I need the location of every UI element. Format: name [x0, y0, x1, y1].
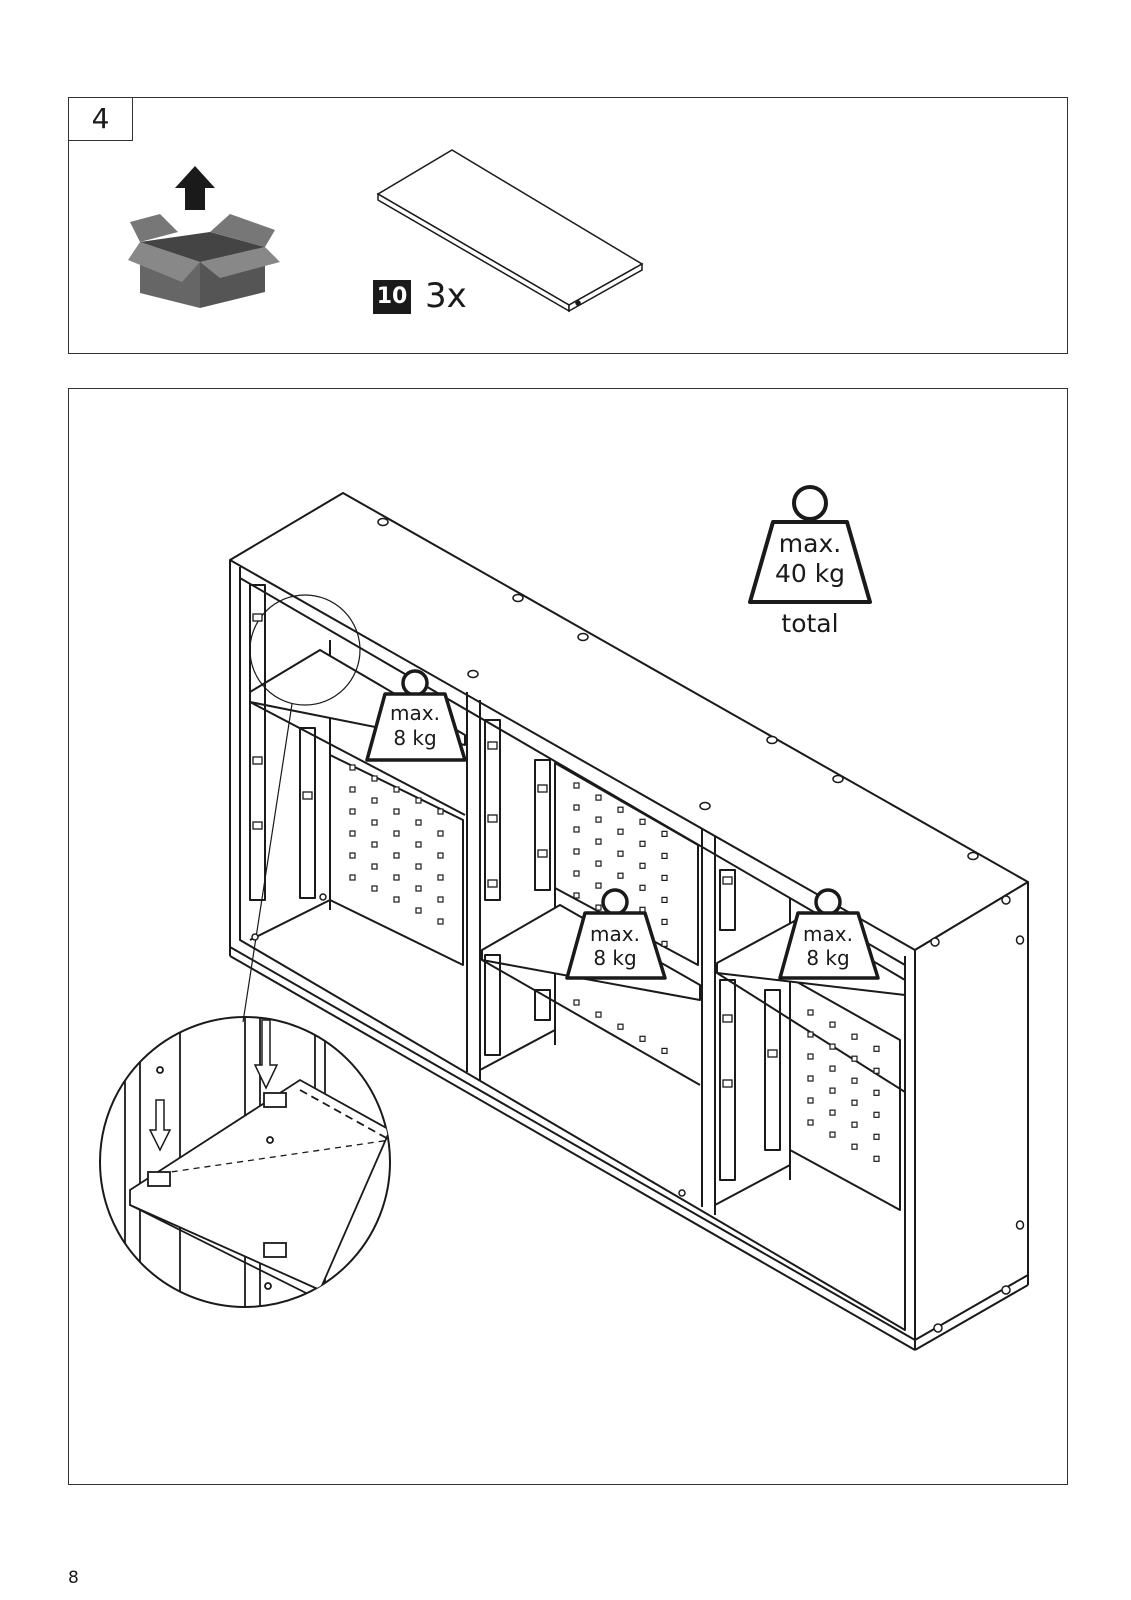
pegboard-hole	[350, 853, 355, 858]
weight-icon-total	[750, 487, 870, 638]
pegboard-hole	[830, 1066, 835, 1071]
detail-view	[125, 1010, 390, 1320]
pegboard-hole	[394, 875, 399, 880]
pegboard-hole	[350, 787, 355, 792]
weight-shelf-3-line1: max.	[803, 922, 853, 946]
pegboard-hole	[830, 1088, 835, 1093]
pegboard-hole	[874, 1068, 879, 1073]
pegboard-hole	[438, 919, 443, 924]
pegboard-hole	[808, 1076, 813, 1081]
pegboard-hole	[416, 820, 421, 825]
pegboard-hole	[596, 839, 601, 844]
pegboard-hole	[350, 831, 355, 836]
pegboard-hole	[416, 908, 421, 913]
pegboard-hole	[438, 875, 443, 880]
pegboard-hole	[874, 1090, 879, 1095]
pegboard-hole	[852, 1144, 857, 1149]
pegboard-hole	[574, 805, 579, 810]
pegboard-hole	[662, 853, 667, 858]
pegboard-hole	[438, 897, 443, 902]
pegboard-hole	[596, 883, 601, 888]
pegboard-hole	[350, 765, 355, 770]
pegboard-hole	[852, 1078, 857, 1083]
pegboard-hole	[874, 1134, 879, 1139]
pegboard-hole	[874, 1112, 879, 1117]
pegboard-hole	[596, 905, 601, 910]
pegboard-hole	[394, 787, 399, 792]
pegboard-hole	[618, 1024, 623, 1029]
pegboard-hole	[596, 1012, 601, 1017]
pegboard-hole	[574, 783, 579, 788]
pegboard-hole	[372, 798, 377, 803]
pegboard-hole	[618, 873, 623, 878]
pegboard-hole	[662, 831, 667, 836]
pegboard-hole	[438, 853, 443, 858]
pegboard-hole	[662, 941, 667, 946]
pegboard-hole	[808, 1032, 813, 1037]
pegboard-hole	[830, 1132, 835, 1137]
pegboard-hole	[662, 897, 667, 902]
pegboard-hole	[438, 831, 443, 836]
page-number: 8	[68, 1568, 79, 1588]
pegboard-hole	[852, 1122, 857, 1127]
weight-total-line2: 40 kg	[774, 559, 846, 588]
pegboard-hole	[394, 809, 399, 814]
pegboard-hole	[416, 864, 421, 869]
pegboard-hole	[372, 820, 377, 825]
pegboard-hole	[852, 1034, 857, 1039]
pegboard-hole	[372, 886, 377, 891]
pegboard-hole	[808, 1010, 813, 1015]
pegboard-hole	[416, 798, 421, 803]
pegboard-hole	[852, 1100, 857, 1105]
pegboard-hole	[596, 795, 601, 800]
pegboard-hole	[394, 853, 399, 858]
pegboard-hole	[596, 817, 601, 822]
pegboard-hole	[372, 842, 377, 847]
pegboard-hole	[372, 776, 377, 781]
weight-shelf-1-line2: 8 kg	[393, 726, 437, 750]
pegboard-hole	[640, 819, 645, 824]
pegboard-hole	[394, 897, 399, 902]
pegboard-hole	[574, 827, 579, 832]
pegboard-hole	[830, 1022, 835, 1027]
pegboard-hole	[416, 842, 421, 847]
pegboard-hole	[618, 829, 623, 834]
pegboard-hole	[574, 871, 579, 876]
pegboard-hole	[574, 1000, 579, 1005]
pegboard-hole	[596, 861, 601, 866]
pegboard-hole	[808, 1120, 813, 1125]
pegboard-hole	[618, 807, 623, 812]
pegboard-hole	[874, 1156, 879, 1161]
pegboard-hole	[874, 1046, 879, 1051]
pegboard-hole	[640, 885, 645, 890]
pegboard-hole	[640, 841, 645, 846]
pegboard-hole	[438, 809, 443, 814]
pegboard-hole	[350, 875, 355, 880]
pegboard-hole	[372, 864, 377, 869]
pegboard-hole	[394, 831, 399, 836]
pegboard-hole	[640, 1036, 645, 1041]
pegboard-hole	[350, 809, 355, 814]
pegboard-hole	[830, 1110, 835, 1115]
step-number: 4	[68, 97, 133, 141]
weight-shelf-3-line2: 8 kg	[806, 946, 850, 970]
weight-total-caption: total	[781, 609, 839, 638]
weight-total-line1: max.	[778, 529, 842, 558]
pegboard-hole	[852, 1056, 857, 1061]
pegboard-hole	[662, 1048, 667, 1053]
pegboard-hole	[574, 893, 579, 898]
pegboard-hole	[416, 886, 421, 891]
pegboard-hole	[830, 1044, 835, 1049]
pegboard-hole	[618, 851, 623, 856]
part-quantity: 3x	[425, 276, 467, 316]
weight-shelf-1-line1: max.	[390, 701, 440, 725]
weight-shelf-2-line2: 8 kg	[593, 946, 637, 970]
pegboard-hole	[808, 1098, 813, 1103]
pegboard-hole	[574, 849, 579, 854]
pegboard-hole	[662, 919, 667, 924]
weight-shelf-2-line1: max.	[590, 922, 640, 946]
part-number-badge: 10	[373, 280, 411, 314]
pegboard-hole	[662, 875, 667, 880]
pegboard-hole	[640, 863, 645, 868]
pegboard-hole	[808, 1054, 813, 1059]
